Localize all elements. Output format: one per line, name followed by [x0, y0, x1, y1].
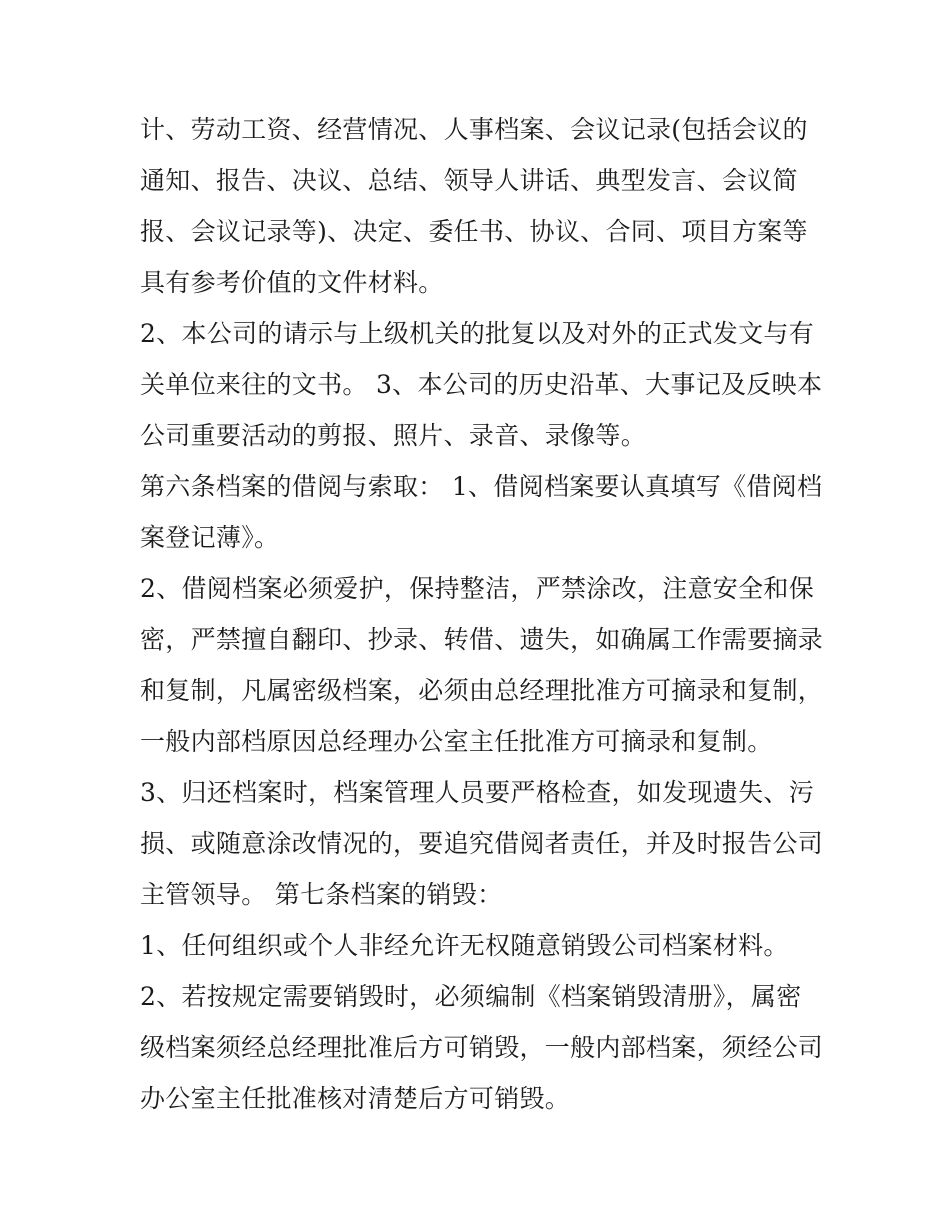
text-line: 第六条档案的借阅与索取： 1、借阅档案要认真填写《借阅档	[140, 472, 823, 501]
text-line: 具有参考价值的文件材料。	[140, 268, 444, 297]
text-line: 和复制，凡属密级档案，必须由总经理批准方可摘录和复制，	[140, 676, 824, 705]
text-line: 计、劳动工资、经营情况、人事档案、会议记录(包括会议的	[140, 115, 808, 144]
text-line: 办公室主任批准核对清楚后方可销毁。	[140, 1084, 571, 1113]
text-line: 2、借阅档案必须爱护，保持整洁，严禁涂改，注意安全和保	[140, 574, 815, 603]
text-line: 案登记薄》。	[140, 523, 280, 552]
text-line: 一般内部档原因总经理办公室主任批准方可摘录和复制。	[140, 727, 773, 756]
text-line: 通知、报告、决议、总结、领导人讲话、典型发言、会议简	[140, 166, 798, 195]
text-line: 公司重要活动的剪报、照片、录音、录像等。	[140, 421, 647, 450]
text-line: 关单位来往的文书。 3、本公司的历史沿革、大事记及反映本	[140, 370, 823, 399]
text-line: 密，严禁擅自翻印、抄录、转借、遗失，如确属工作需要摘录	[140, 625, 824, 654]
text-line: 1、任何组织或个人非经允许无权随意销毁公司档案材料。	[140, 931, 789, 960]
text-line: 2、本公司的请示与上级机关的批复以及对外的正式发文与有	[140, 319, 815, 348]
text-line: 级档案须经总经理批准后方可销毁，一般内部档案，须经公司	[140, 1033, 824, 1062]
text-line: 3、归还档案时，档案管理人员要严格检查，如发现遗失、污	[140, 778, 815, 807]
text-line: 报、会议记录等)、决定、委任书、协议、合同、项目方案等	[140, 217, 808, 246]
text-line: 损、或随意涂改情况的，要追究借阅者责任，并及时报告公司	[140, 829, 824, 858]
text-line: 主管领导。 第七条档案的销毁：	[140, 880, 503, 909]
text-line: 2、若按规定需要销毁时，必须编制《档案销毁清册》，属密	[140, 982, 802, 1011]
